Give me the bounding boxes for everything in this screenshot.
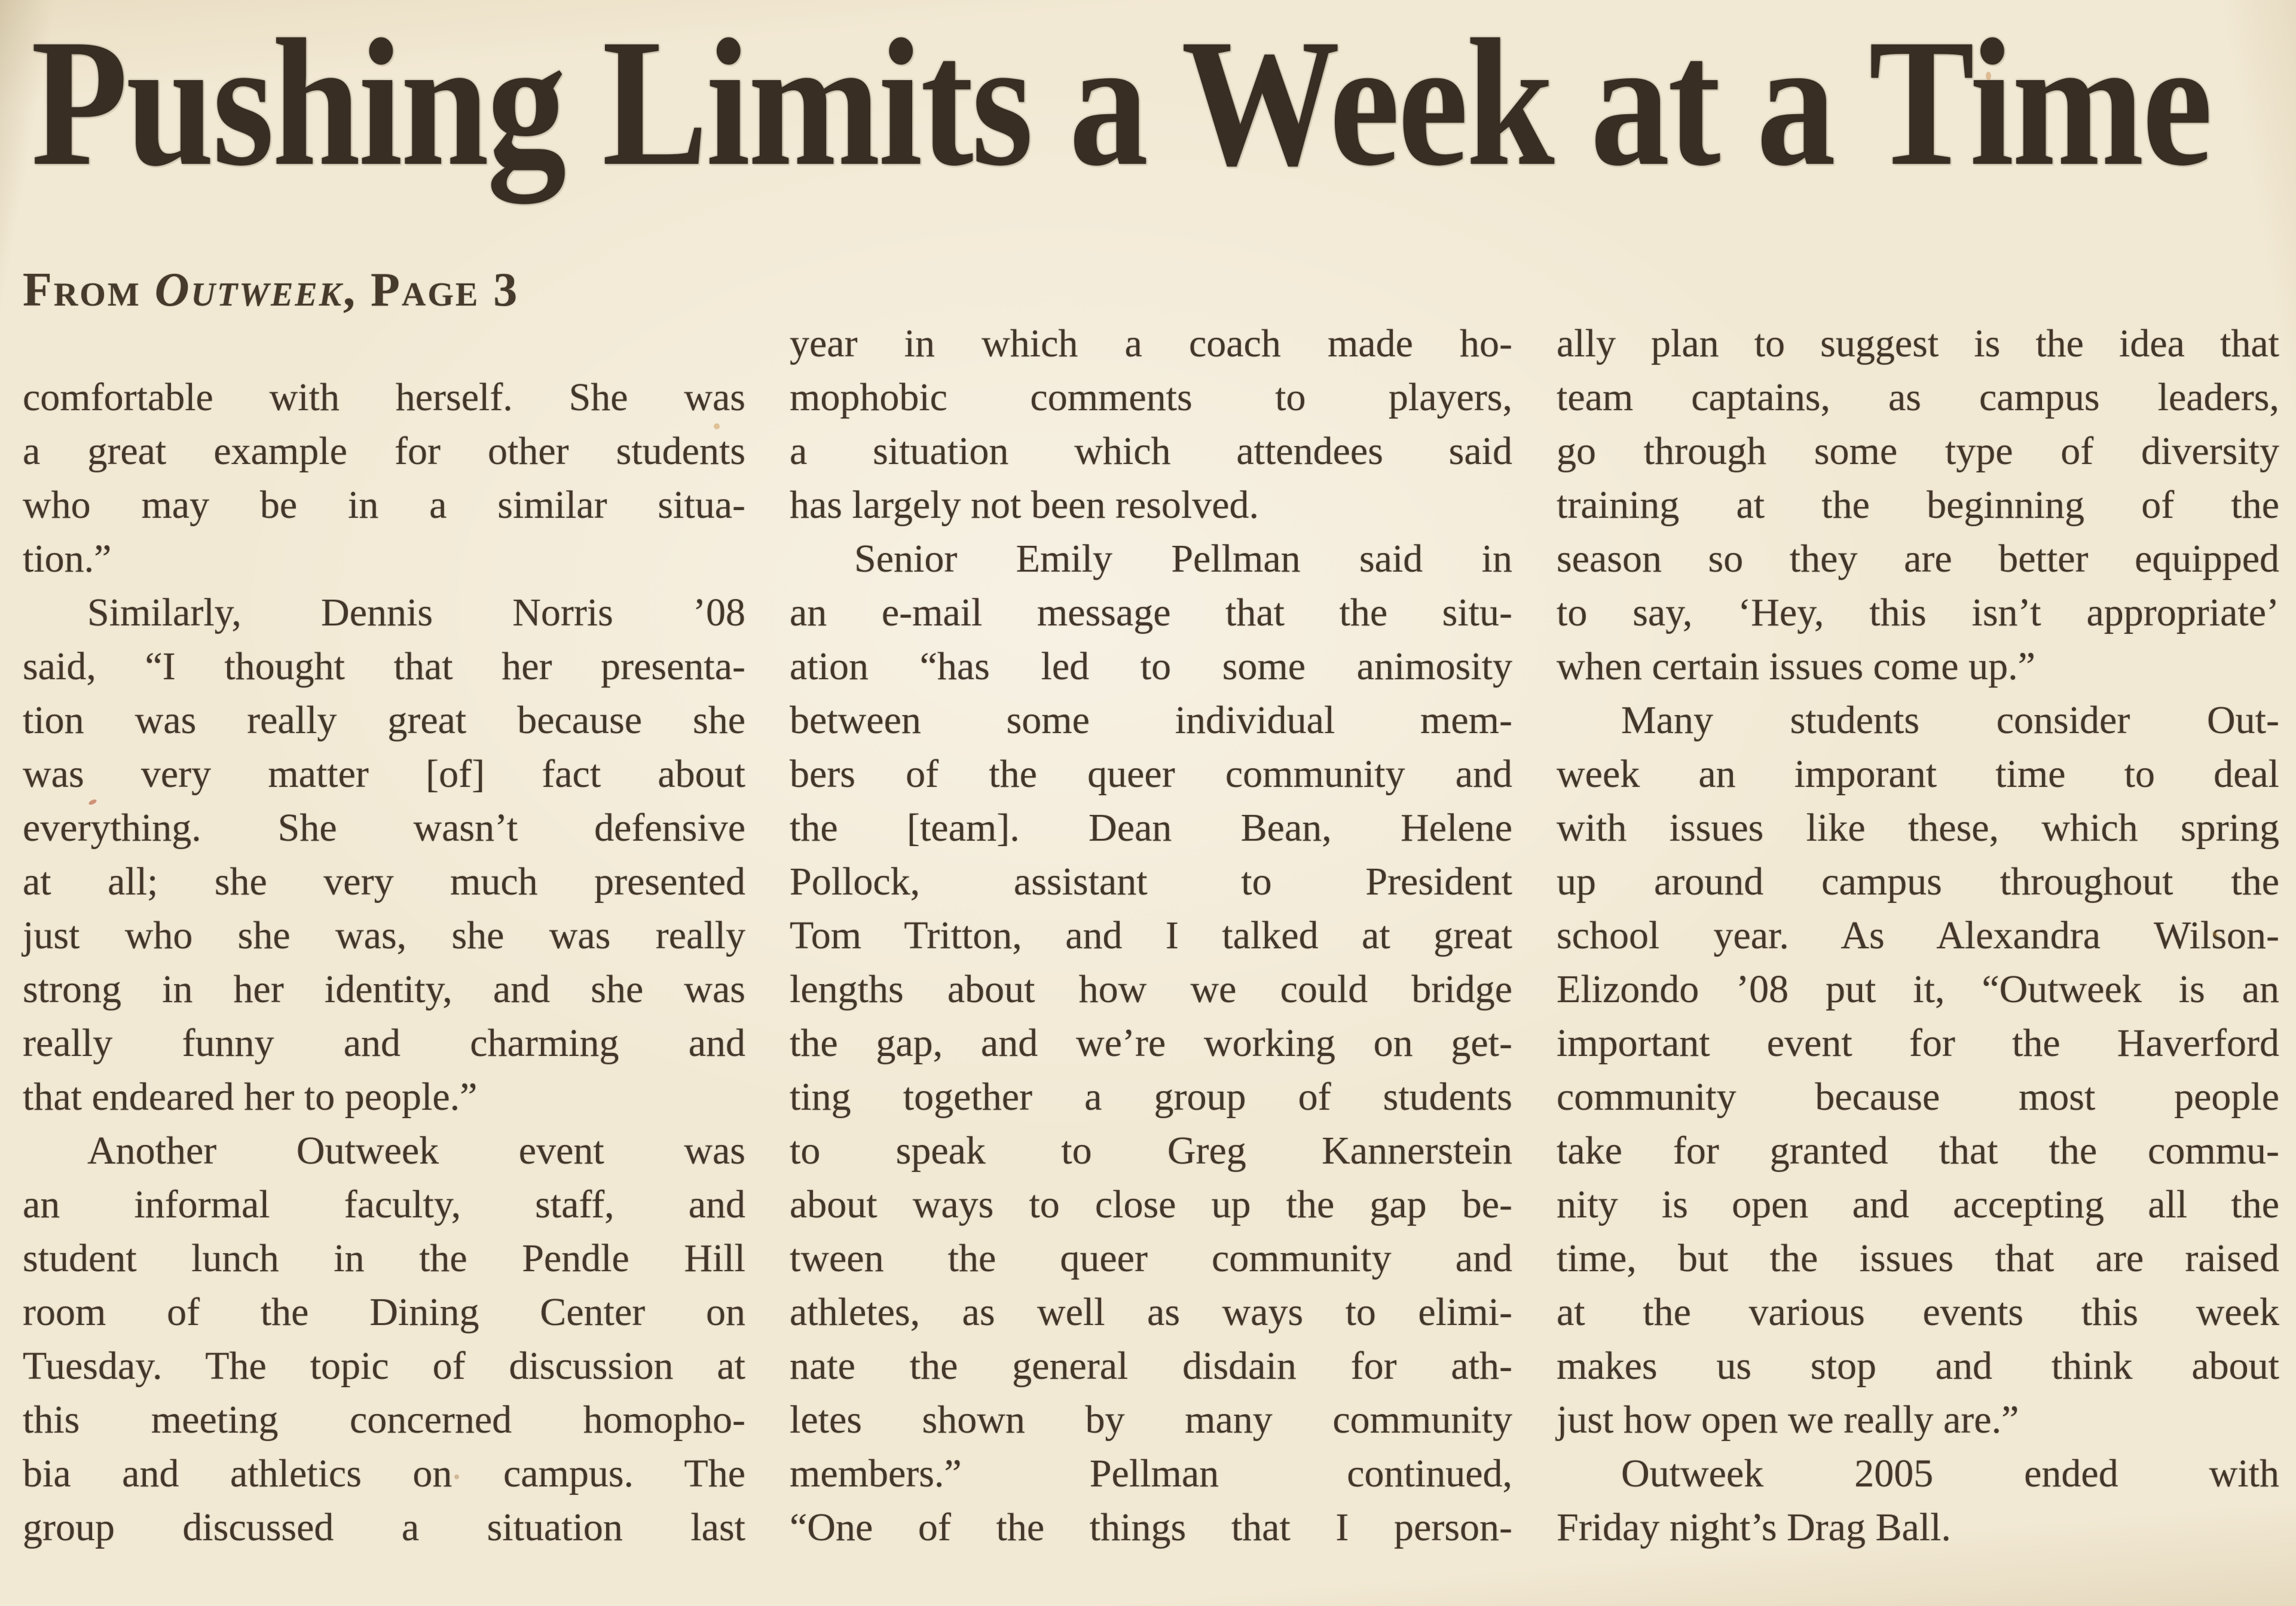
text-line: members.” Pellman continued, xyxy=(790,1452,1512,1495)
text-line: when certain issues come up.” xyxy=(1557,645,2035,688)
text-line: go through some type of diversity xyxy=(1557,429,2279,473)
text-line: comfortable with herself. She was xyxy=(23,375,745,419)
text-line: a great example for other students xyxy=(23,429,745,473)
text-line: nate the general disdain for ath- xyxy=(790,1344,1512,1388)
text-line: to speak to Greg Kannerstein xyxy=(790,1129,1512,1173)
text-line: that endeared her to people.” xyxy=(23,1075,478,1119)
kicker-suffix: , Page 3 xyxy=(343,264,519,316)
text-line: about ways to close up the gap be- xyxy=(790,1183,1512,1226)
text-line: community because most people xyxy=(1557,1075,2279,1119)
text-line: an e-mail message that the situ- xyxy=(790,591,1512,634)
text-line: week an imporant time to deal xyxy=(1557,752,2279,796)
text-line: training at the beginning of the xyxy=(1557,483,2279,527)
article-headline xyxy=(31,1,2279,203)
text-line: tween the queer community and xyxy=(790,1236,1512,1280)
text-line: Another Outweek event was xyxy=(87,1129,745,1173)
text-line: with issues like these, which spring xyxy=(1557,806,2279,850)
article-column-1 xyxy=(23,260,745,1555)
text-line: to say, ‘Hey, this isn’t appropriate’ xyxy=(1557,591,2279,634)
text-line: just how open we really are.” xyxy=(1557,1398,2019,1442)
text-line: ally plan to suggest is the idea that xyxy=(1557,322,2279,365)
text-line: team captains, as campus leaders, xyxy=(1557,375,2279,419)
text-line: season so they are better equipped xyxy=(1557,537,2279,581)
text-line: group discussed a situation last xyxy=(23,1506,745,1549)
text-line: important event for the Haverford xyxy=(1557,1021,2279,1065)
text-line: bers of the queer community and xyxy=(790,752,1512,796)
text-line: just who she was, she was really xyxy=(23,914,745,957)
text-line: athletes, as well as ways to elimi- xyxy=(790,1290,1512,1334)
text-line: said, “I thought that her presenta- xyxy=(23,645,745,688)
text-line: ation “has led to some animosity xyxy=(790,645,1512,688)
text-line: room of the Dining Center on xyxy=(23,1290,745,1334)
text-line: student lunch in the Pendle Hill xyxy=(23,1236,745,1280)
text-line: lengths about how we could bridge xyxy=(790,967,1512,1011)
text-line: a situation which attendees said xyxy=(790,429,1512,473)
text-line: at the various events this week xyxy=(1557,1290,2279,1334)
article-column-3 xyxy=(1557,260,2279,1555)
text-line: Senior Emily Pellman said in xyxy=(854,537,1512,581)
text-line: time, but the issues that are raised xyxy=(1557,1236,2279,1280)
text-line: Many students consider Out- xyxy=(1621,698,2279,742)
text-line: was very matter [of] fact about xyxy=(23,752,745,796)
article-column-2 xyxy=(790,260,1512,1555)
text-line: Tuesday. The topic of discussion at xyxy=(23,1344,745,1388)
kicker-prefix: From xyxy=(23,264,155,316)
text-line: an informal faculty, staff, and xyxy=(23,1183,745,1226)
text-line: Outweek 2005 ended with xyxy=(1621,1452,2279,1495)
text-line: mophobic comments to players, xyxy=(790,375,1512,419)
text-line: year in which a coach made ho- xyxy=(790,322,1512,365)
text-line: Pollock, assistant to President xyxy=(790,860,1512,903)
text-line: the [team]. Dean Bean, Helene xyxy=(790,806,1512,850)
article-columns xyxy=(23,260,2279,1555)
text-line: school year. As Alexandra Wilson- xyxy=(1557,914,2279,957)
text-line: strong in her identity, and she was xyxy=(23,967,745,1011)
text-line: bia and athletics on campus. The xyxy=(23,1452,745,1495)
text-line: the gap, and we’re working on get- xyxy=(790,1021,1512,1065)
text-line: who may be in a similar situa- xyxy=(23,483,745,527)
text-line: between some individual mem- xyxy=(790,698,1512,742)
text-line: Friday night’s Drag Ball. xyxy=(1557,1506,1951,1549)
text-line: Elizondo ’08 put it, “Outweek is an xyxy=(1557,967,2279,1011)
text-line: ting together a group of students xyxy=(790,1075,1512,1119)
continuation-kicker xyxy=(23,260,745,320)
text-line: take for granted that the commu- xyxy=(1557,1129,2279,1173)
text-line: up around campus throughout the xyxy=(1557,860,2279,903)
text-line: really funny and charming and xyxy=(23,1021,745,1065)
text-line: nity is open and accepting all the xyxy=(1557,1183,2279,1226)
text-line: this meeting concerned homopho- xyxy=(23,1398,745,1442)
kicker-publication-name: Outweek xyxy=(154,264,344,316)
text-line: Tom Tritton, and I talked at great xyxy=(790,914,1512,957)
text-line: at all; she very much presented xyxy=(23,860,745,903)
article-headline-text: Pushing Limits a Week at a Time xyxy=(31,1,2211,203)
text-line: Similarly, Dennis Norris ’08 xyxy=(87,591,745,634)
text-line: letes shown by many community xyxy=(790,1398,1512,1442)
text-line: everything. She wasn’t defensive xyxy=(23,806,745,850)
text-line: has largely not been resolved. xyxy=(790,483,1259,527)
text-line: “One of the things that I person- xyxy=(790,1506,1512,1549)
text-line: makes us stop and think about xyxy=(1557,1344,2279,1388)
text-line: tion was really great because she xyxy=(23,698,745,742)
text-line: tion.” xyxy=(23,537,112,581)
